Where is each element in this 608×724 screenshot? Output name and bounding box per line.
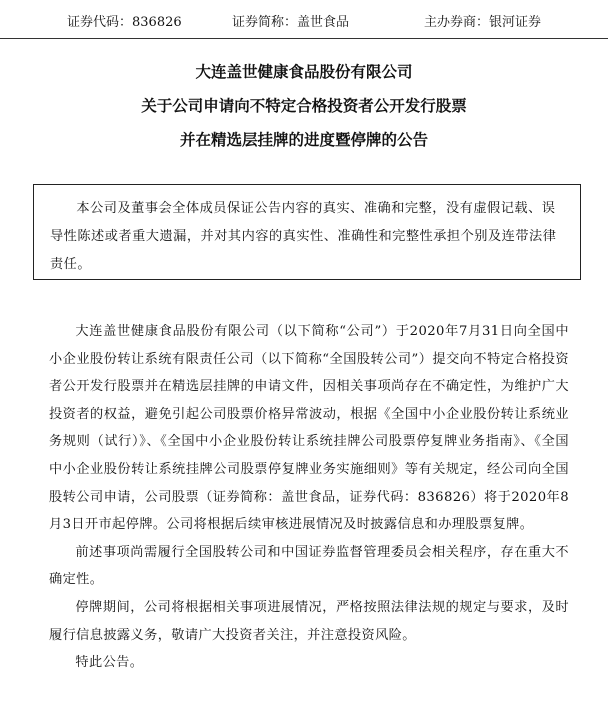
title-line-2: 关于公司申请向不特定合格投资者公开发行股票	[141, 96, 467, 115]
body-paragraph: 停牌期间，公司将根据相关事项进展情况，严格按照法律法规的规定与要求，及时履行信息披露义务，敬请广大投资者关注，并注意投资风险。	[49, 599, 569, 643]
body-paragraph: 大连盖世健康食品股份有限公司（以下简称“公司”）于2020年7月31日向全国中小企业股份转让系统有限责任公司（以下简称“全国股转公司”）提交向不特定合格投资者公开发行股票并在精选层挂牌的申请文件，因相关事项尚存在不确定性，为维护广大投资者的权益，避免引起公司股票价格异常波动，根据《全国中小企业股份转让系统业务规则（试行）》、《全国中小企业股份转让系统挂牌公司股票停复牌业务指南》、《全国中小企业股份转让系统挂牌公司股票停复牌业务实施细则》等有关规定，经公司向全国股转公司申请，公司股票（证券简称：盖世食品，证券代码：836826）将于2020年8月3日开市起停牌。公司将根据后续审核进展情况及时披露信息和办理股票复牌。	[49, 324, 569, 533]
disclaimer-box: 本公司及董事会全体成员保证公告内容的真实、准确和完整，没有虚假记载、误导性陈述或者重大遗漏，并对其内容的真实性、准确性和完整性承担个别及连带法律责任。	[33, 184, 581, 280]
document-title	[0, 55, 608, 157]
security-abbreviation: 证券简称：盖世食品	[232, 15, 350, 30]
sponsoring-broker: 主办券商：银河证券	[424, 15, 542, 30]
closing-statement: 特此公告。	[75, 655, 144, 671]
document-header	[0, 0, 608, 39]
company-name-title: 大连盖世健康食品股份有限公司	[195, 62, 413, 81]
security-code: 证券代码：836826	[67, 15, 182, 30]
announcement-body	[49, 318, 569, 677]
body-paragraph: 前述事项尚需履行全国股转公司和中国证券监督管理委员会相关程序，存在重大不确定性。	[49, 544, 569, 588]
title-line-3: 并在精选层挂牌的进度暨停牌的公告	[179, 130, 428, 149]
